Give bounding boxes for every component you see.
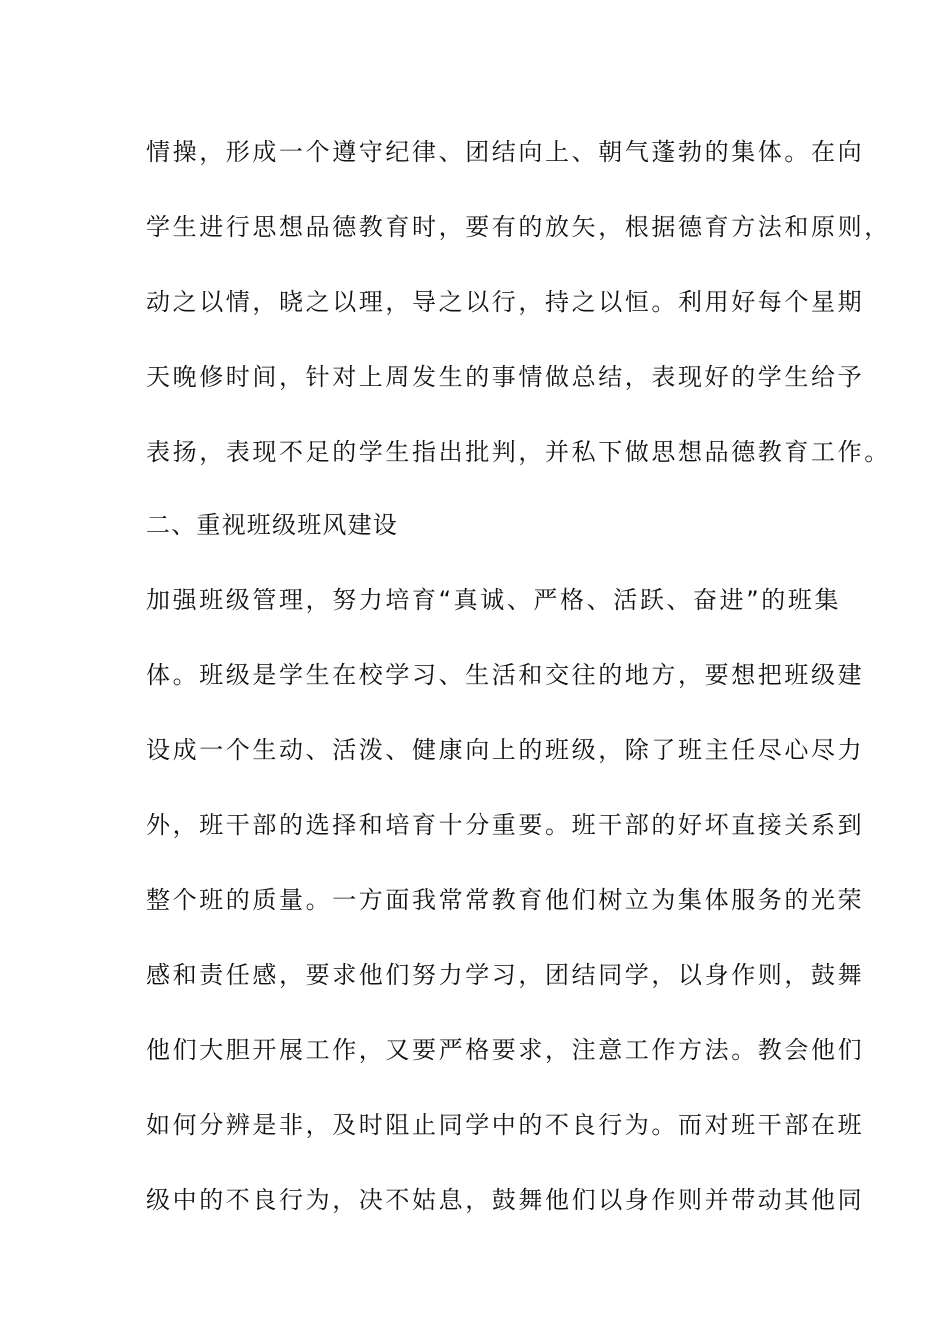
paragraph-line: 设成一个生动、活泼、健康向上的班级，除了班主任尽心尽力 [146, 736, 865, 764]
paragraph-line: 整个班的质量。一方面我常常教育他们树立为集体服务的光荣 [146, 886, 865, 914]
paragraph-line: 加强班级管理，努力培育“真诚、严格、活跃、奋进”的班集 [146, 586, 842, 614]
paragraph-line: 如何分辨是非，及时阻止同学中的不良行为。而对班干部在班 [146, 1111, 865, 1139]
paragraph-line: 级中的不良行为，决不姑息，鼓舞他们以身作则并带动其他同 [146, 1186, 865, 1214]
paragraph-line: 体。班级是学生在校学习、生活和交往的地方，要想把班级建 [146, 661, 865, 689]
paragraph-line: 他们大胆开展工作，又要严格要求，注意工作方法。教会他们 [146, 1036, 865, 1064]
paragraph-line: 动之以情，晓之以理，导之以行，持之以恒。利用好每个星期 [146, 288, 865, 316]
paragraph-line: 感和责任感，要求他们努力学习，团结同学，以身作则，鼓舞 [146, 961, 865, 989]
paragraph-line: 天晚修时间，针对上周发生的事情做总结，表现好的学生给予 [146, 363, 865, 391]
section-heading: 二、重视班级班风建设 [146, 511, 398, 539]
paragraph-line: 表扬，表现不足的学生指出批判，并私下做思想品德教育工作。 [146, 438, 891, 466]
paragraph-line: 学生进行思想品德教育时，要有的放矢，根据德育方法和原则， [146, 213, 891, 241]
paragraph-line: 情操，形成一个遵守纪律、团结向上、朝气蓬勃的集体。在向 [146, 138, 865, 166]
paragraph-line: 外，班干部的选择和培育十分重要。班干部的好坏直接关系到 [146, 811, 865, 839]
